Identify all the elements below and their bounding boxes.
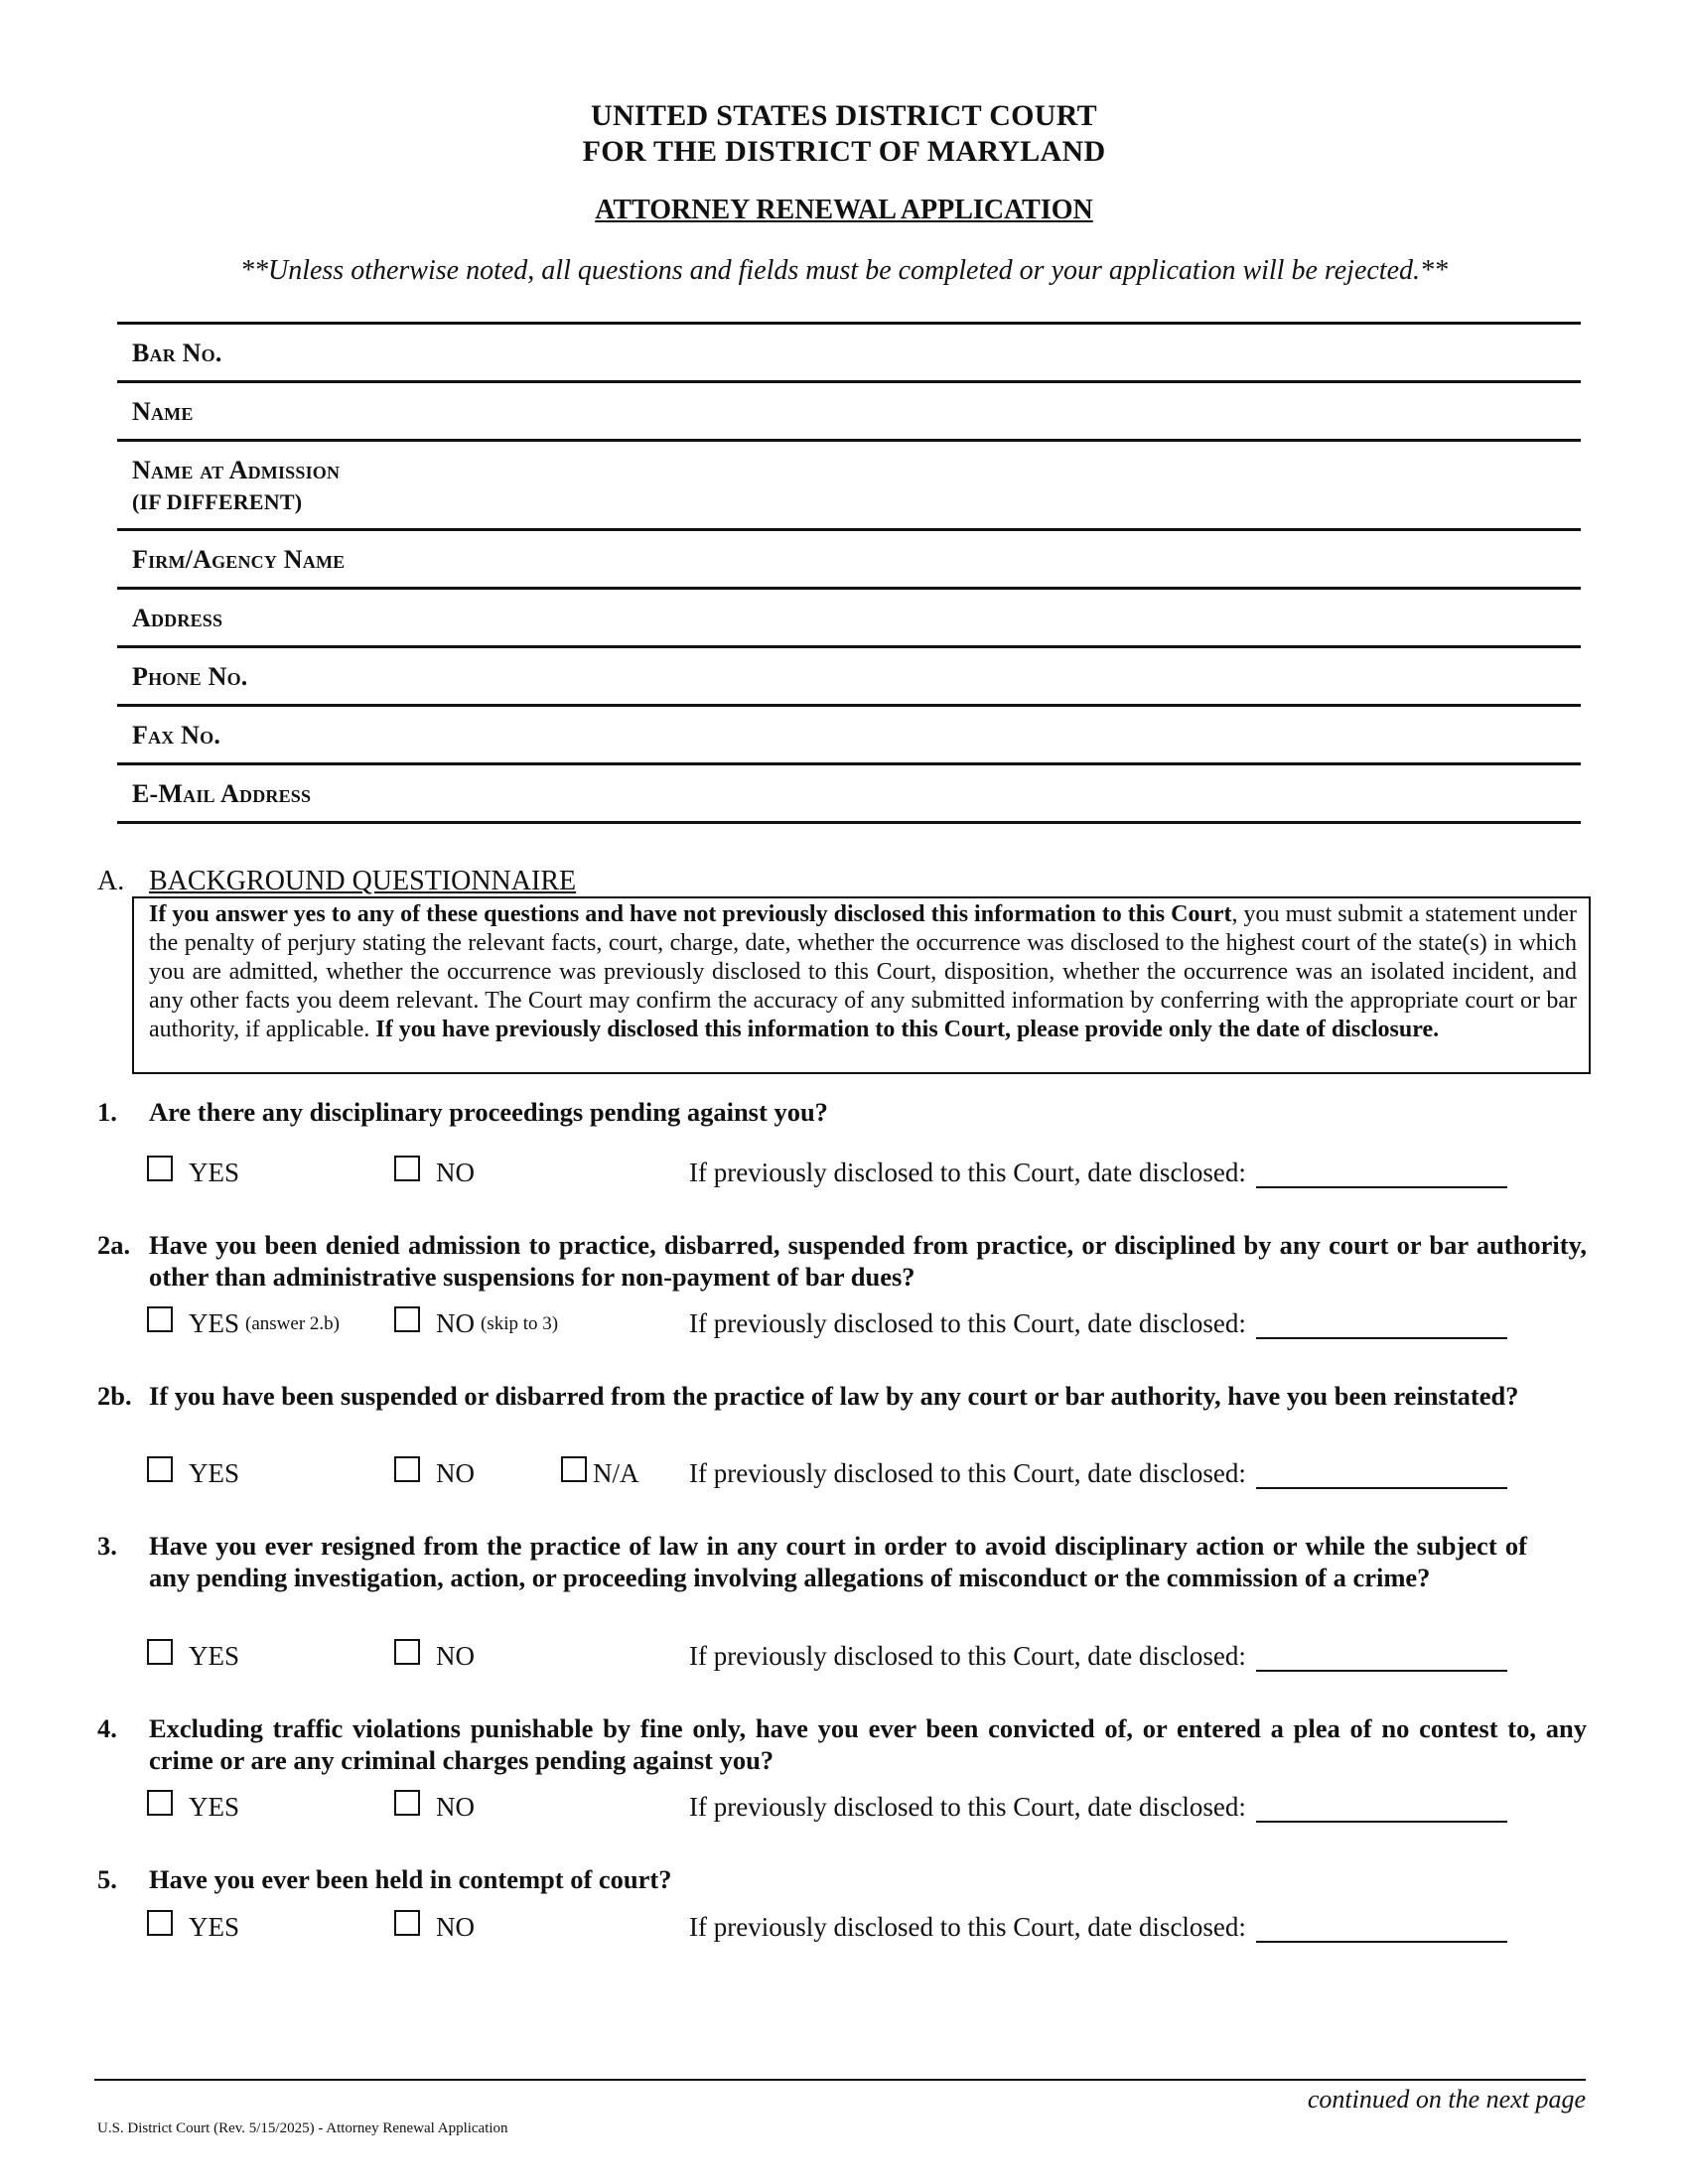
bar-number-label: Bar No. (132, 339, 222, 367)
question-number: 2a. (97, 1230, 131, 1260)
q2a-yes-option[interactable] (147, 1308, 340, 1339)
q5-yes-option[interactable] (147, 1912, 239, 1943)
question-text: Have you ever resigned from the practice of law in any court in order to avoid disciplinary action or while the subject of any pending investigation, action, or proceeding involving allegations of misconduct or the commission of a crime? (149, 1531, 1527, 1592)
q2b-no-option[interactable] (394, 1458, 475, 1489)
q1-no-option[interactable] (394, 1158, 475, 1188)
checkbox[interactable] (394, 1456, 420, 1482)
address-label: Address (132, 604, 223, 632)
checkbox[interactable] (147, 1156, 173, 1181)
checkbox[interactable] (394, 1156, 420, 1181)
form-title: ATTORNEY RENEWAL APPLICATION (595, 195, 1093, 225)
firm-agency-name-label: Firm/Agency Name (132, 545, 346, 574)
bar-number-field[interactable] (117, 325, 1581, 379)
instructions-bold-start: If you answer yes to any of these questions and have not previously disclosed this information to this Court (149, 901, 1232, 927)
option-note: (skip to 3) (481, 1312, 559, 1334)
question-text: Are there any disciplinary proceedings pending against you? (149, 1097, 828, 1127)
section-a-number: A. (97, 866, 125, 896)
checkbox[interactable] (394, 1306, 420, 1332)
checkbox[interactable] (147, 1306, 173, 1332)
question-3 (97, 1530, 1587, 1593)
question-4 (97, 1712, 1587, 1776)
date-disclosed-input[interactable] (1256, 1642, 1507, 1672)
option-label: NO (436, 1308, 475, 1338)
checkbox[interactable] (147, 1910, 173, 1936)
question-text: Have you been denied admission to practice, disbarred, suspended from practice, or disciplined by any court or bar authority, other than administrative suspensions for non-payment of bar dues? (149, 1230, 1587, 1292)
court-name-line1: UNITED STATES DISTRICT COURT (591, 99, 1097, 132)
q4-yes-option[interactable] (147, 1792, 239, 1823)
question-text: Excluding traffic violations punishable by fine only, have you ever been convicted of, or entered a plea of no contest to, any crime or are any criminal charges pending against you? (149, 1713, 1587, 1775)
firm-agency-name-field[interactable] (117, 531, 1581, 586)
q1-date-disclosed[interactable] (689, 1158, 1507, 1188)
date-disclosed-label: If previously disclosed to this Court, date disclosed: (689, 1158, 1246, 1187)
checkbox[interactable] (147, 1790, 173, 1816)
option-label: YES (189, 1641, 240, 1671)
name-at-admission-label: Name at Admission (132, 456, 341, 484)
option-label: NO (436, 1912, 475, 1942)
date-disclosed-label: If previously disclosed to this Court, date disclosed: (689, 1792, 1246, 1822)
phone-number-field[interactable] (117, 648, 1581, 703)
phone-number-label: Phone No. (132, 662, 248, 691)
date-disclosed-input[interactable] (1256, 1913, 1507, 1943)
name-label: Name (132, 397, 194, 426)
field-rule (117, 821, 1581, 824)
q2a-no-option[interactable] (394, 1308, 558, 1339)
footer-rule (94, 2079, 1586, 2081)
q4-no-option[interactable] (394, 1792, 475, 1823)
q1-yes-option[interactable] (147, 1158, 239, 1188)
q2a-date-disclosed[interactable] (689, 1308, 1507, 1339)
q2b-date-disclosed[interactable] (689, 1458, 1507, 1489)
option-label: NO (436, 1458, 475, 1488)
checkbox[interactable] (147, 1456, 173, 1482)
option-label: YES (189, 1912, 240, 1942)
checkbox[interactable] (394, 1910, 420, 1936)
option-label: NO (436, 1641, 475, 1671)
disclosure-instructions-box (132, 896, 1591, 1074)
completion-notice: **Unless otherwise noted, all questions and fields must be completed or your application will be rejected.** (239, 255, 1449, 286)
email-address-label: E-Mail Address (132, 779, 312, 808)
court-name-line2: FOR THE DISTRICT OF MARYLAND (582, 135, 1106, 168)
date-disclosed-label: If previously disclosed to this Court, date disclosed: (689, 1458, 1246, 1488)
q3-yes-option[interactable] (147, 1641, 239, 1672)
name-field[interactable] (117, 383, 1581, 438)
name-at-admission-sublabel: (IF DIFFERENT) (132, 489, 303, 514)
checkbox[interactable] (561, 1456, 587, 1482)
email-address-field[interactable] (117, 765, 1581, 820)
q5-no-option[interactable] (394, 1912, 475, 1943)
option-label: N/A (593, 1458, 639, 1488)
q4-date-disclosed[interactable] (689, 1792, 1507, 1823)
question-text: Have you ever been held in contempt of court? (149, 1864, 672, 1894)
question-text: If you have been suspended or disbarred from the practice of law by any court or bar authority, have you been reinstated? (149, 1381, 1519, 1411)
form-revision-footer: U.S. District Court (Rev. 5/15/2025) - Attorney Renewal Application (97, 2120, 508, 2136)
question-number: 2b. (97, 1381, 132, 1411)
section-a-heading (97, 866, 576, 897)
date-disclosed-input[interactable] (1256, 1309, 1507, 1339)
q3-no-option[interactable] (394, 1641, 475, 1672)
instructions-bold-end: If you have previously disclosed this information to this Court, please provide only the date of disclosure. (375, 1017, 1440, 1042)
date-disclosed-input[interactable] (1256, 1459, 1507, 1489)
option-note: (answer 2.b) (245, 1312, 340, 1334)
q3-date-disclosed[interactable] (689, 1641, 1507, 1672)
question-number: 5. (97, 1864, 117, 1894)
question-2a (97, 1229, 1587, 1293)
date-disclosed-input[interactable] (1256, 1793, 1507, 1823)
question-2b (97, 1380, 1587, 1412)
option-label: NO (436, 1792, 475, 1822)
question-number: 1. (97, 1097, 117, 1127)
date-disclosed-label: If previously disclosed to this Court, date disclosed: (689, 1641, 1246, 1671)
q2b-na-option[interactable] (561, 1458, 639, 1489)
q5-date-disclosed[interactable] (689, 1912, 1507, 1943)
date-disclosed-label: If previously disclosed to this Court, date disclosed: (689, 1308, 1246, 1338)
question-1 (97, 1096, 1587, 1128)
question-number: 3. (97, 1531, 117, 1561)
date-disclosed-label: If previously disclosed to this Court, date disclosed: (689, 1912, 1246, 1942)
fax-number-field[interactable] (117, 707, 1581, 761)
fax-number-label: Fax No. (132, 721, 221, 750)
instructions-body: , you must submit a statement under the penalty of perjury stating the relevant facts, court, charge, date, whether the occurrence was disclosed to the highest court of the state(s) in which you are admitted, whether the occurrence was previously disclosed to this Court, disposition, whether the occurrence was an isolated incident, and any other facts you deem relevant. The Court may confirm the accuracy of any submitted information by conferring with the appropriate court or bar authority, if applicable. (149, 901, 1577, 1042)
continued-note: continued on the next page (1307, 2085, 1586, 2114)
option-label: NO (436, 1158, 475, 1187)
checkbox[interactable] (394, 1790, 420, 1816)
question-5 (97, 1863, 1587, 1895)
date-disclosed-input[interactable] (1256, 1159, 1507, 1188)
option-label: YES (189, 1792, 240, 1822)
option-label: YES (189, 1458, 240, 1488)
q2b-yes-option[interactable] (147, 1458, 239, 1489)
question-number: 4. (97, 1713, 117, 1743)
option-label: YES (189, 1158, 240, 1187)
address-field[interactable] (117, 590, 1581, 644)
checkbox[interactable] (394, 1639, 420, 1665)
option-label: YES (189, 1308, 240, 1338)
checkbox[interactable] (147, 1639, 173, 1665)
section-a-title: BACKGROUND QUESTIONNAIRE (149, 866, 577, 896)
name-at-admission-field[interactable] (117, 442, 1581, 527)
